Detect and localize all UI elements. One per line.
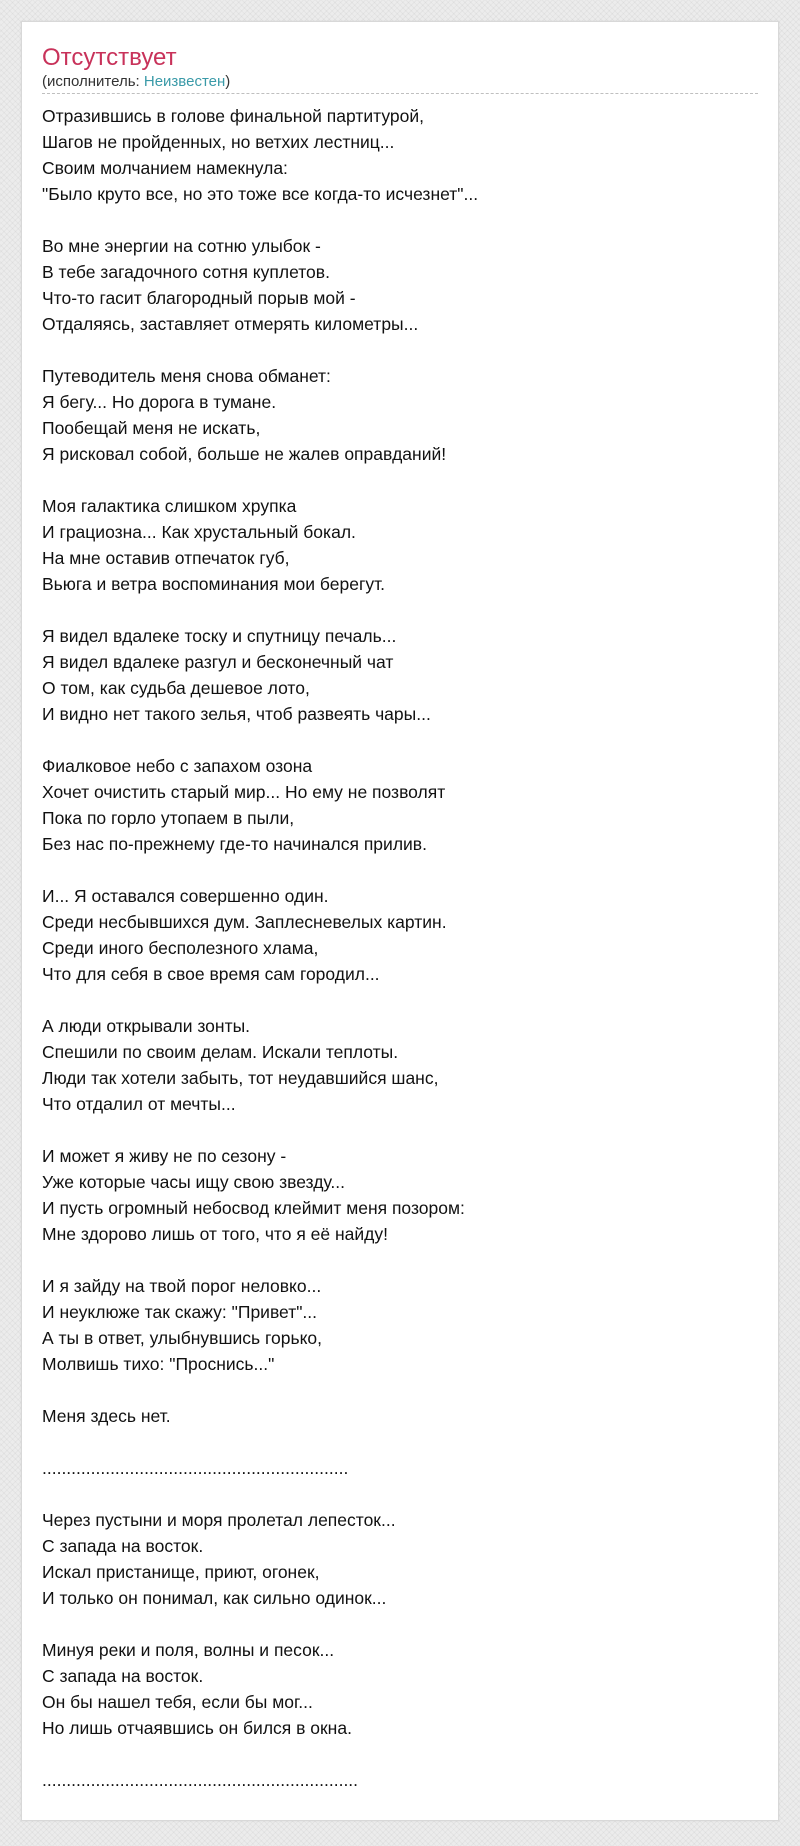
stanza-break <box>42 857 757 883</box>
lyric-line: Фиалковое небо с запахом озона <box>42 756 313 776</box>
stanza-break <box>42 597 757 623</box>
lyric-line: Что-то гасит благородный порыв мой - <box>42 288 356 308</box>
stanza-break <box>42 1117 757 1143</box>
lyric-line: Спешили по своим делам. Искали теплоты. <box>42 1042 399 1062</box>
stanza-break <box>42 337 757 363</box>
artist-suffix: ) <box>225 73 231 90</box>
stanza-break <box>42 1741 757 1767</box>
lyric-line: Мне здорово лишь от того, что я её найду! <box>42 1224 389 1244</box>
lyric-line: И я зайду на твой порог неловко... <box>42 1276 322 1296</box>
lyric-line: Среди иного бесполезного хлама, <box>42 938 319 958</box>
stanza-break <box>42 987 757 1013</box>
lyric-line: С запада на восток. <box>42 1666 204 1686</box>
lyric-line: ................................................................. <box>42 1770 359 1790</box>
lyric-line: И пусть огромный небосвод клеймит меня позором: <box>42 1198 465 1218</box>
stanza-break <box>42 1429 757 1455</box>
lyric-line: Пообещай меня не искать, <box>42 418 261 438</box>
lyric-line: И... Я оставался совершенно один. <box>42 886 329 906</box>
lyric-line: Что для себя в свое время сам городил... <box>42 964 380 984</box>
lyric-line: Я бегу... Но дорога в тумане. <box>42 392 277 412</box>
lyric-line: О том, как судьба дешевое лото, <box>42 678 310 698</box>
lyric-line: В тебе загадочного сотня куплетов. <box>42 262 330 282</box>
lyric-line: Но лишь отчаявшись он бился в окна. <box>42 1718 352 1738</box>
lyric-line: И неуклюже так скажу: "Привет"... <box>42 1302 318 1322</box>
lyric-line: Вьюга и ветра воспоминания мои берегут. <box>42 574 386 594</box>
lyric-line: Во мне энергии на сотню улыбок - <box>42 236 321 256</box>
song-title: Отсутствует <box>42 44 177 71</box>
lyrics-body <box>42 103 757 1793</box>
lyric-line: ............................................................... <box>42 1458 349 1478</box>
lyric-line: Отдаляясь, заставляет отмерять километры... <box>42 314 419 334</box>
lyric-line: Моя галактика слишком хрупка <box>42 496 297 516</box>
lyric-line: Хочет очистить старый мир... Но ему не позволят <box>42 782 446 802</box>
lyric-line: На мне оставив отпечаток губ, <box>42 548 290 568</box>
lyric-line: Без нас по-прежнему где-то начинался прилив. <box>42 834 427 854</box>
artist-line <box>42 73 230 91</box>
lyric-line: А ты в ответ, улыбнувшись горько, <box>42 1328 323 1348</box>
lyric-line: А люди открывали зонты. <box>42 1016 251 1036</box>
lyric-line: Молвишь тихо: "Проснись..." <box>42 1354 275 1374</box>
lyric-line: И видно нет такого зелья, чтоб развеять чары... <box>42 704 431 724</box>
lyric-line: И грациозна... Как хрустальный бокал. <box>42 522 356 542</box>
lyric-line: И может я живу не по сезону - <box>42 1146 287 1166</box>
lyric-line: Я видел вдалеке тоску и спутницу печаль... <box>42 626 397 646</box>
lyric-line: С запада на восток. <box>42 1536 204 1556</box>
stanza-break <box>42 1247 757 1273</box>
stanza-break <box>42 207 757 233</box>
lyric-line: Своим молчанием намекнула: <box>42 158 288 178</box>
lyric-line: "Было круто все, но это тоже все когда-то исчезнет"... <box>42 184 479 204</box>
lyric-line: Что отдалил от мечты... <box>42 1094 236 1114</box>
lyric-line: Пока по горло утопаем в пыли, <box>42 808 295 828</box>
lyric-line: Он бы нашел тебя, если бы мог... <box>42 1692 313 1712</box>
stanza-break <box>42 1377 757 1403</box>
artist-prefix: (исполнитель: <box>42 73 144 90</box>
artist-link[interactable]: Неизвестен <box>143 73 226 90</box>
lyric-line: Среди несбывшихся дум. Заплесневелых картин. <box>42 912 447 932</box>
stanza-break <box>42 467 757 493</box>
lyric-line: Минуя реки и поля, волны и песок... <box>42 1640 335 1660</box>
stanza-break <box>42 1611 757 1637</box>
lyric-line: Меня здесь нет. <box>42 1406 171 1426</box>
stanza-break <box>42 727 757 753</box>
lyric-line: Через пустыни и моря пролетал лепесток... <box>42 1510 396 1530</box>
lyric-line: Искал пристанище, приют, огонек, <box>42 1562 320 1582</box>
lyric-line: Люди так хотели забыть, тот неудавшийся шанс, <box>42 1068 439 1088</box>
header-divider <box>42 93 758 94</box>
lyric-line: Уже которые часы ищу свою звезду... <box>42 1172 345 1192</box>
lyric-line: Шагов не пройденных, но ветхих лестниц... <box>42 132 395 152</box>
lyric-line: Отразившись в голове финальной партитурой, <box>42 106 425 126</box>
lyric-line: Я рисковал собой, больше не жалев оправданий! <box>42 444 447 464</box>
stanza-break <box>42 1481 757 1507</box>
lyric-line: Путеводитель меня снова обманет: <box>42 366 331 386</box>
lyric-line: И только он понимал, как сильно одинок... <box>42 1588 387 1608</box>
lyric-line: Я видел вдалеке разгул и бесконечный чат <box>42 652 394 672</box>
lyrics-card <box>21 21 779 1821</box>
